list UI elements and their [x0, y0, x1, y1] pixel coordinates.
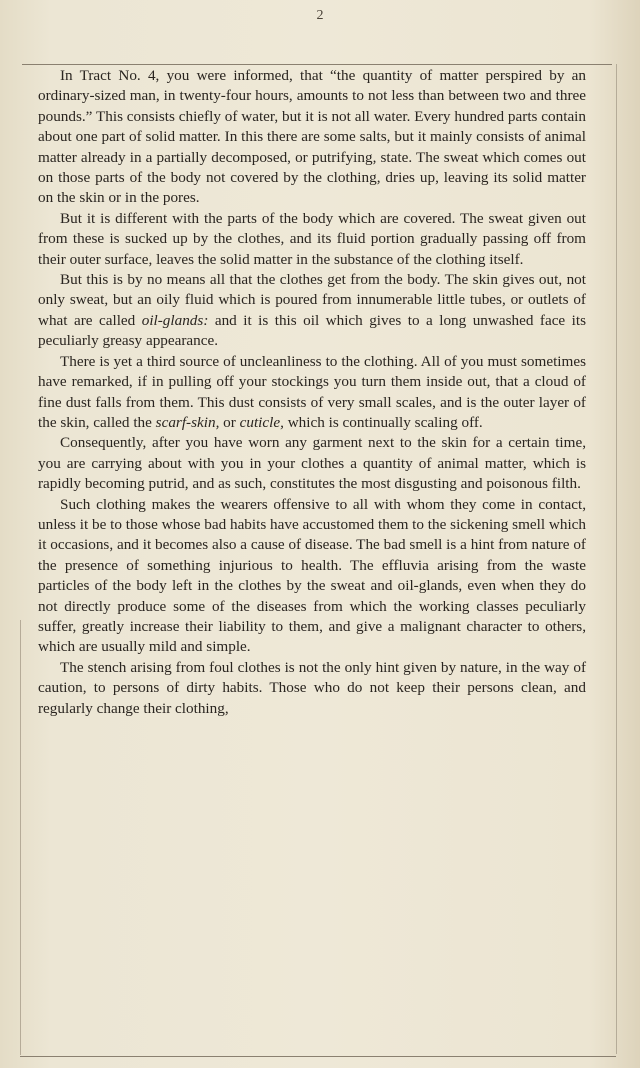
body-text	[38, 66, 586, 719]
term-oil-glands: oil-glands:	[141, 311, 209, 329]
paragraph-text: The stench arising from foul clothes is not the only hint given by nature, in the way of caution, to persons of dirty habits. Those who do not keep their persons clean, and regularly change their clothing,	[38, 658, 586, 717]
paragraph-3	[38, 270, 586, 352]
bottom-rule	[20, 1056, 616, 1057]
paragraph-text: Such clothing makes the wearers offensive to all with whom they come in contact, unless it be to those whose bad habits have accustomed them to the sickening smell which it occasions, and it becomes also a cause of disease. The bad smell is a hint from nature of the presence of something injurious to health. The effluvia arising from the waste particles of the body left in the clothes by the sweat and oil-glands, even when they do not directly produce some of the diseases from which the working classes peculiarly suffer, greatly increase their liability to them, and give a malignant character to others, which are usually mild and simple.	[38, 495, 586, 656]
paragraph-text: In Tract No. 4, you were informed, that “the quantity of matter perspired by an ordinary-sized man, in twenty-four hours, amounts to not less than between two and three pounds.” This consists chiefly of water, but it is not all water. Every hundred parts contain about one part of solid matter. In this there are some salts, but it mainly consists of animal matter already in a partially decomposed, or putrifying, state. The sweat which comes out on those parts of the body not covered by the clothing, dries up, leaving its solid matter on the skin or in the pores.	[38, 67, 586, 207]
top-rule	[22, 64, 612, 65]
paragraph-1	[38, 66, 586, 209]
paragraph-6	[38, 495, 586, 658]
paragraph-text: and it is this oil which gives to a long unwashed face its peculiarly greasy appearance.	[38, 311, 586, 350]
term-cuticle: cuticle,	[239, 413, 284, 431]
paragraph-7	[38, 658, 586, 719]
paragraph-text: Consequently, after you have worn any garment next to the skin for a certain time, you are carrying about with you in your clothes a quantity of animal matter, which is rapidly becoming putrid, and as such, constitutes the most disgusting and poisonous filth.	[38, 434, 586, 493]
left-margin-rule	[20, 620, 21, 1055]
paragraph-text: or	[219, 413, 240, 431]
term-scarf-skin: scarf-skin,	[155, 413, 220, 431]
page-number: 2	[316, 8, 324, 23]
paragraph-text: But it is different with the parts of the body which are covered. The sweat given out from these is sucked up by the clothes, and its fluid portion gradually passing off from their outer surface, leaves the solid matter in the substance of the clothing itself.	[38, 209, 586, 268]
paragraph-text: There is yet a third source of uncleanliness to the clothing. All of you must sometimes have remarked, if in pulling off your stockings you turn them inside out, that a cloud of fine dust falls from them. This dust consists of very small scales, and is the outer layer of the skin, called the	[38, 352, 586, 431]
paragraph-2	[38, 209, 586, 270]
right-margin-rule	[616, 64, 617, 1054]
paragraph-text: which is continually scaling off.	[283, 413, 483, 431]
paragraph-5	[38, 433, 586, 494]
paragraph-text: But this is by no means all that the clothes get from the body. The skin gives out, not only sweat, but an oily fluid which is poured from innumerable little tubes, or outlets of what are called	[38, 271, 586, 329]
paragraph-4	[38, 352, 586, 434]
